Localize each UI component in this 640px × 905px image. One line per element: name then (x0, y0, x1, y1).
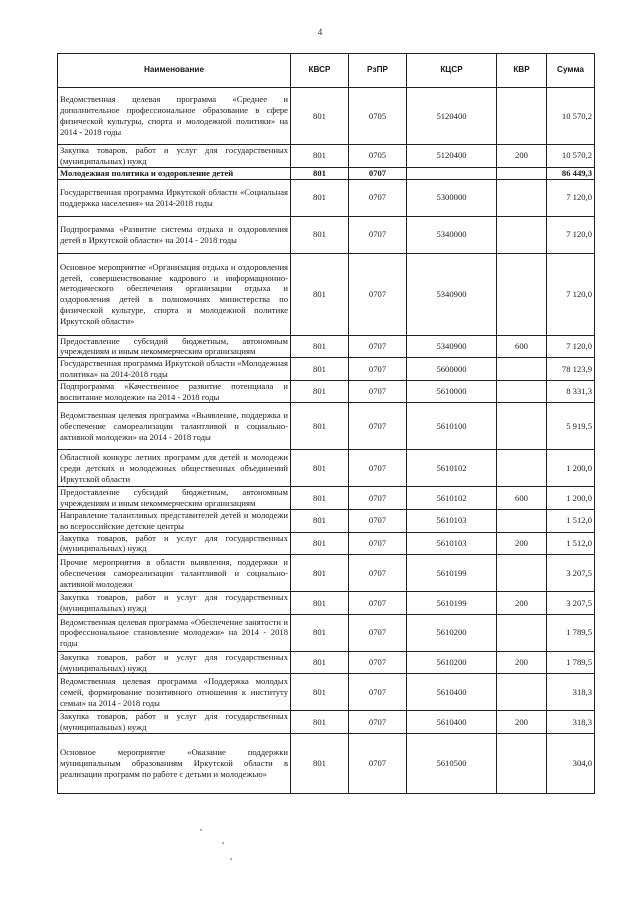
cell-kvr: 200 (497, 145, 547, 168)
cell-rzpr: 0707 (349, 253, 407, 335)
cell-kvr: 200 (497, 711, 547, 734)
cell-sum: 1 789,5 (547, 614, 595, 651)
cell-name: Подпрограмма «Качественное развитие потенциала и воспитание молодежи» на 2014 - 2018 годы (58, 380, 291, 403)
cell-rzpr: 0707 (349, 733, 407, 793)
cell-kvr (497, 450, 547, 487)
cell-rzpr: 0707 (349, 555, 407, 592)
table-row (58, 216, 595, 253)
scan-speck (222, 842, 224, 844)
cell-kvr (497, 88, 547, 145)
cell-rzpr: 0707 (349, 711, 407, 734)
cell-rzpr: 0707 (349, 674, 407, 711)
cell-rzpr: 0707 (349, 487, 407, 510)
header-sum: Сумма (547, 54, 595, 88)
cell-sum: 7 120,0 (547, 335, 595, 358)
cell-sum: 318,3 (547, 711, 595, 734)
cell-name: Областной конкурс летних программ для детей и молодежи среди детских и молодежных общественных объединений Иркутской области (58, 450, 291, 487)
cell-kvsr: 801 (291, 450, 349, 487)
cell-kvr (497, 179, 547, 216)
cell-kvr (497, 614, 547, 651)
table-row (58, 711, 595, 734)
cell-sum: 3 207,5 (547, 555, 595, 592)
cell-kvsr: 801 (291, 380, 349, 403)
cell-rzpr: 0705 (349, 88, 407, 145)
table-row (58, 167, 595, 179)
cell-name: Прочие мероприятия в области выявления, поддержки и обеспечения самореализации талантливой и социально-активной молодежи (58, 555, 291, 592)
cell-name: Государственная программа Иркутской области «Молодежная политика» на 2014-2018 годы (58, 358, 291, 381)
cell-kvr (497, 509, 547, 532)
cell-name: Закупка товаров, работ и услуг для государственных (муниципальных) нужд (58, 651, 291, 674)
page-number: 4 (317, 27, 323, 37)
cell-kvsr: 801 (291, 487, 349, 510)
table-body (58, 88, 595, 794)
cell-sum: 86 449,3 (547, 167, 595, 179)
table-header-row (58, 54, 595, 88)
cell-kvsr: 801 (291, 555, 349, 592)
cell-rzpr: 0707 (349, 335, 407, 358)
cell-sum: 10 570,2 (547, 145, 595, 168)
cell-name: Предоставление субсидий бюджетным, автономным учреждениям и иным некоммерческим организациям (58, 487, 291, 510)
cell-sum: 7 120,0 (547, 179, 595, 216)
cell-kcsr: 5610103 (407, 532, 497, 555)
table-row (58, 487, 595, 510)
cell-rzpr: 0707 (349, 167, 407, 179)
cell-name: Закупка товаров, работ и услуг для государственных (муниципальных) нужд (58, 711, 291, 734)
cell-name: Предоставление субсидий бюджетным, автономным учреждениям и иным некоммерческим организациям (58, 335, 291, 358)
cell-sum: 318,3 (547, 674, 595, 711)
cell-sum: 10 570,2 (547, 88, 595, 145)
cell-rzpr: 0705 (349, 145, 407, 168)
cell-name: Закупка товаров, работ и услуг для государственных (муниципальных) нужд (58, 145, 291, 168)
cell-kvr: 600 (497, 487, 547, 510)
table-row (58, 592, 595, 615)
cell-rzpr: 0707 (349, 380, 407, 403)
cell-kcsr: 5610400 (407, 711, 497, 734)
cell-kvsr: 801 (291, 674, 349, 711)
cell-name: Закупка товаров, работ и услуг для государственных (муниципальных) нужд (58, 532, 291, 555)
cell-sum: 7 120,0 (547, 216, 595, 253)
cell-kvr (497, 253, 547, 335)
cell-rzpr: 0707 (349, 403, 407, 450)
cell-rzpr: 0707 (349, 358, 407, 381)
table-row (58, 179, 595, 216)
table-row (58, 733, 595, 793)
cell-kcsr: 5610199 (407, 555, 497, 592)
table-row (58, 614, 595, 651)
cell-kvr (497, 216, 547, 253)
cell-kcsr: 5610199 (407, 592, 497, 615)
cell-kcsr: 5610200 (407, 651, 497, 674)
table-row (58, 674, 595, 711)
cell-kcsr: 5600000 (407, 358, 497, 381)
cell-name: Ведомственная целевая программа «Среднее и дополнительное профессиональное образование в сфере физической культуры, спорта и молодежной политики» на 2014 - 2018 годы (58, 88, 291, 145)
cell-kvr: 200 (497, 651, 547, 674)
cell-kvr: 200 (497, 532, 547, 555)
cell-name: Ведомственная целевая программа «Обеспечение занятости и профессиональное становление молодежи» на 2014 - 2018 годы (58, 614, 291, 651)
cell-name: Основное мероприятие «Организация отдыха и оздоровления детей, совершенствование кадрового и информационно-методического обеспечения организации отдыха и оздоровления детей в полномочиях министерства по физической культуре, спорта и молодежной политике Иркутской области» (58, 253, 291, 335)
cell-kcsr: 5610200 (407, 614, 497, 651)
table-row (58, 450, 595, 487)
cell-name: Закупка товаров, работ и услуг для государственных (муниципальных) нужд (58, 592, 291, 615)
cell-rzpr: 0707 (349, 450, 407, 487)
cell-kvsr: 801 (291, 403, 349, 450)
table-row (58, 403, 595, 450)
cell-kcsr: 5340900 (407, 253, 497, 335)
cell-rzpr: 0707 (349, 532, 407, 555)
cell-name: Государственная программа Иркутской области «Социальная поддержка населения» на 2014-2018 годы (58, 179, 291, 216)
table-row (58, 335, 595, 358)
cell-rzpr: 0707 (349, 592, 407, 615)
cell-kvsr: 801 (291, 88, 349, 145)
cell-sum: 5 919,5 (547, 403, 595, 450)
header-rzpr: РзПР (349, 54, 407, 88)
table-row (58, 651, 595, 674)
cell-name: Молодежная политика и оздоровление детей (58, 167, 291, 179)
cell-kvsr: 801 (291, 358, 349, 381)
scan-speck (230, 858, 232, 860)
table-row (58, 380, 595, 403)
cell-kvr (497, 380, 547, 403)
header-name: Наименование (58, 54, 291, 88)
cell-kcsr: 5300000 (407, 179, 497, 216)
cell-kvr (497, 167, 547, 179)
cell-rzpr: 0707 (349, 651, 407, 674)
cell-kvsr: 801 (291, 216, 349, 253)
cell-rzpr: 0707 (349, 614, 407, 651)
cell-name: Ведомственная целевая программа «Поддержка молодых семей, формирование позитивного отношения к институту семьи» на 2014 - 2018 годы (58, 674, 291, 711)
cell-kvsr: 801 (291, 167, 349, 179)
cell-sum: 1 789,5 (547, 651, 595, 674)
cell-kvr (497, 733, 547, 793)
cell-kvsr: 801 (291, 711, 349, 734)
cell-kcsr: 5340000 (407, 216, 497, 253)
cell-kvr: 600 (497, 335, 547, 358)
cell-sum: 3 207,5 (547, 592, 595, 615)
cell-kvsr: 801 (291, 733, 349, 793)
cell-kvr (497, 403, 547, 450)
cell-kvsr: 801 (291, 651, 349, 674)
cell-sum: 1 200,0 (547, 487, 595, 510)
cell-kvsr: 801 (291, 592, 349, 615)
header-kcsr: КЦСР (407, 54, 497, 88)
cell-sum: 304,0 (547, 733, 595, 793)
header-kvr: КВР (497, 54, 547, 88)
cell-kcsr: 5610102 (407, 487, 497, 510)
cell-kvsr: 801 (291, 145, 349, 168)
cell-name: Подпрограмма «Развитие системы отдыха и оздоровления детей в Иркутской области» на 2014 - 2018 годы (58, 216, 291, 253)
table-row (58, 532, 595, 555)
cell-sum: 1 512,0 (547, 509, 595, 532)
cell-kcsr: 5120400 (407, 88, 497, 145)
cell-name: Ведомственная целевая программа «Выявление, поддержка и обеспечение самореализации талантливой и социально-активной молодежи» на 2014 - 2018 годы (58, 403, 291, 450)
cell-kcsr: 5340900 (407, 335, 497, 358)
table-row (58, 253, 595, 335)
cell-sum: 78 123,9 (547, 358, 595, 381)
cell-sum: 1 200,0 (547, 450, 595, 487)
cell-name: Направление талантливых представителей детей и молодежи во всероссийские детские центры (58, 509, 291, 532)
cell-name: Основное мероприятие «Оказание поддержки муниципальным образованиям Иркутской области в реализации программ по работе с детьми и молодежью» (58, 733, 291, 793)
cell-sum: 1 512,0 (547, 532, 595, 555)
cell-kvsr: 801 (291, 532, 349, 555)
cell-kvsr: 801 (291, 253, 349, 335)
cell-kcsr: 5610000 (407, 380, 497, 403)
cell-kcsr: 5610100 (407, 403, 497, 450)
cell-kcsr: 5120400 (407, 145, 497, 168)
cell-kvr (497, 358, 547, 381)
budget-table (57, 53, 595, 794)
table-row (58, 555, 595, 592)
table-row (58, 88, 595, 145)
table-row (58, 358, 595, 381)
scan-speck (200, 829, 202, 831)
cell-kcsr: 5610400 (407, 674, 497, 711)
table-row (58, 509, 595, 532)
cell-kvr: 200 (497, 592, 547, 615)
cell-rzpr: 0707 (349, 179, 407, 216)
cell-sum: 7 120,0 (547, 253, 595, 335)
cell-rzpr: 0707 (349, 509, 407, 532)
cell-kvsr: 801 (291, 179, 349, 216)
cell-kvsr: 801 (291, 614, 349, 651)
cell-kvsr: 801 (291, 335, 349, 358)
cell-kvsr: 801 (291, 509, 349, 532)
header-kvsr: КВСР (291, 54, 349, 88)
cell-sum: 8 331,3 (547, 380, 595, 403)
cell-kvr (497, 555, 547, 592)
table-row (58, 145, 595, 168)
cell-kcsr: 5610500 (407, 733, 497, 793)
cell-kcsr: 5610103 (407, 509, 497, 532)
cell-kcsr (407, 167, 497, 179)
cell-kvr (497, 674, 547, 711)
cell-kcsr: 5610102 (407, 450, 497, 487)
cell-rzpr: 0707 (349, 216, 407, 253)
